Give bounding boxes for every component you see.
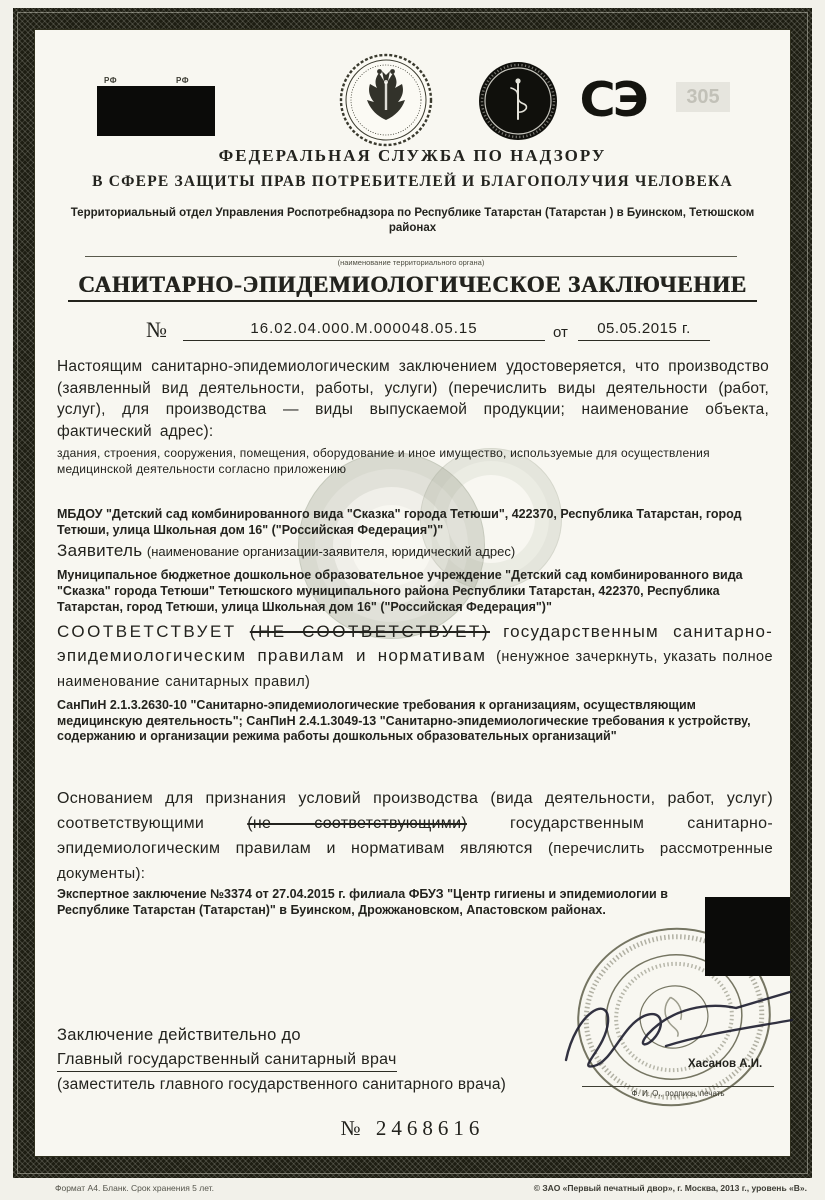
chief-doctor-title: Главный государственный санитарный врач [57,1051,397,1072]
se-logo: СЭ [579,73,646,128]
basis-strikethrough: (не соответствующими) [247,815,467,832]
conformity-note: (ненужное зачеркнуть, указать полное наименование санитарных правил) [57,649,773,690]
certify-paragraph: Настоящим санитарно-эпидемиологическим заключением удостоверяется, что производство (заявленный вид деятельности, работы, услуги) (перечислить виды деятельности (работ, услуг), для производства — виды выпускаемой продукции; наименование объекта, фактический адрес): [57,358,769,440]
chief-doctor-row [57,1051,397,1072]
ot-label: от [553,324,568,341]
header-service-line1: ФЕДЕРАЛЬНАЯ СЛУЖБА ПО НАДЗОРУ [218,146,607,165]
footer-format-note: Формат А4. Бланк. Срок хранения 5 лет. [55,1183,214,1193]
territorial-caption: (наименование территориального органа) [337,258,485,267]
basis-lead: Основанием для признания условий производства (вида деятельности, работ, услуг) соответствующими [57,790,773,832]
conforms-text: СООТВЕТСТВУЕТ [57,622,237,641]
signature-rule [582,1086,774,1087]
coat-of-arms-medallion-icon [338,52,434,148]
rf-mark: РФ [176,76,190,85]
number-sign: № [146,317,167,342]
applicant-description: Муниципальное бюджетное дошкольное образовательное учреждение "Детский сад комбинированного вида "Сказка" города Тетюши" Тетюшского муниципального района Республики Татарстан, 422370, Республика Татарстан, город Тетюши, улица Школьная дом 16" ("Российская Федерация")" [57,568,743,614]
not-conforms-strikethrough: (НЕ СООТВЕТСТВУЕТ) [249,622,490,641]
expert-conclusion: Экспертное заключение №3374 от 27.04.2015 г. филиала ФБУЗ "Центр гигиены и эпидемиологии в Республике Татарстан (Татарстан)" в Буинском, Дрожжановском, Апастовском районах. [57,887,668,917]
sanpin-regulations: СанПиН 2.1.3.2630-10 "Санитарно-эпидемиологические требования к организациям, осуществляющим медицинскую деятельность"; СанПиН 2.4.1.3049-13 "Санитарно-эпидемиологические требования к устройству, содержанию и организации режима работы дошкольных образовательных организаций" [57,698,751,743]
ministry-round-stamp-icon [478,61,558,141]
certificate-date: 05.05.2015 г. [578,320,710,341]
deputy-note: (заместитель главного государственного санитарного врача) [57,1076,507,1093]
basis-paragraph [57,786,773,886]
applicant-caption: (наименование организации-заявителя, юридический адрес) [146,544,516,559]
signature-stroke [548,982,798,1087]
conformity-statement [57,620,773,694]
signer-name: Хасанов А.И. [688,1058,763,1070]
territorial-body: Территориальный отдел Управления Роспотребнадзора по Республике Татарстан (Татарстан ) в Буинском, Тетюшском районах [70,207,755,234]
conformity-rest: государственным санитарно-эпидемиологическим правилам и нормативам [57,622,773,665]
applicant-label: Заявитель [57,541,143,560]
object-description: МБДОУ "Детский сад комбинированного вида "Сказка" города Тетюши", 422370, Республика Татарстан, город Тетюши, улица Школьная дом 16" ("Российская Федерация")" [57,507,742,537]
header-service-line2: В СФЕРЕ ЗАЩИТЫ ПРАВ ПОТРЕБИТЕЛЕЙ И БЛАГОПОЛУЧИЯ ЧЕЛОВЕКА [92,173,733,190]
basis-rest: государственным санитарно-эпидемиологическим правилам и нормативам являются [57,815,773,857]
certificate-number: 16.02.04.000.М.000048.05.15 [183,320,545,341]
document-title: САНИТАРНО-ЭПИДЕМИОЛОГИЧЕСКОЕ ЗАКЛЮЧЕНИЕ [68,272,757,302]
redacted-block-top [97,86,215,136]
basis-note: (перечислить рассмотренные документы): [57,840,773,882]
activity-description: здания, строения, сооружения, помещения, оборудование и иное имущество, используемые для осуществления медицинской деятельности согласно приложению [57,446,710,476]
territorial-rule [85,256,737,257]
valid-until-label: Заключение действительно до [57,1026,301,1044]
redacted-block-bottom [705,897,790,976]
applicant-row [57,541,515,561]
corner-number: 305 [676,82,730,112]
signature-caption: Ф. И. О., подпись, печать [631,1089,725,1098]
rf-mark: РФ [104,76,118,85]
footer-publisher-note: © ЗАО «Первый печатный двор», г. Москва, 2013 г., уровень «В». [533,1183,807,1193]
blank-number: № 2468616 [340,1116,485,1140]
document-title-row [40,272,785,302]
